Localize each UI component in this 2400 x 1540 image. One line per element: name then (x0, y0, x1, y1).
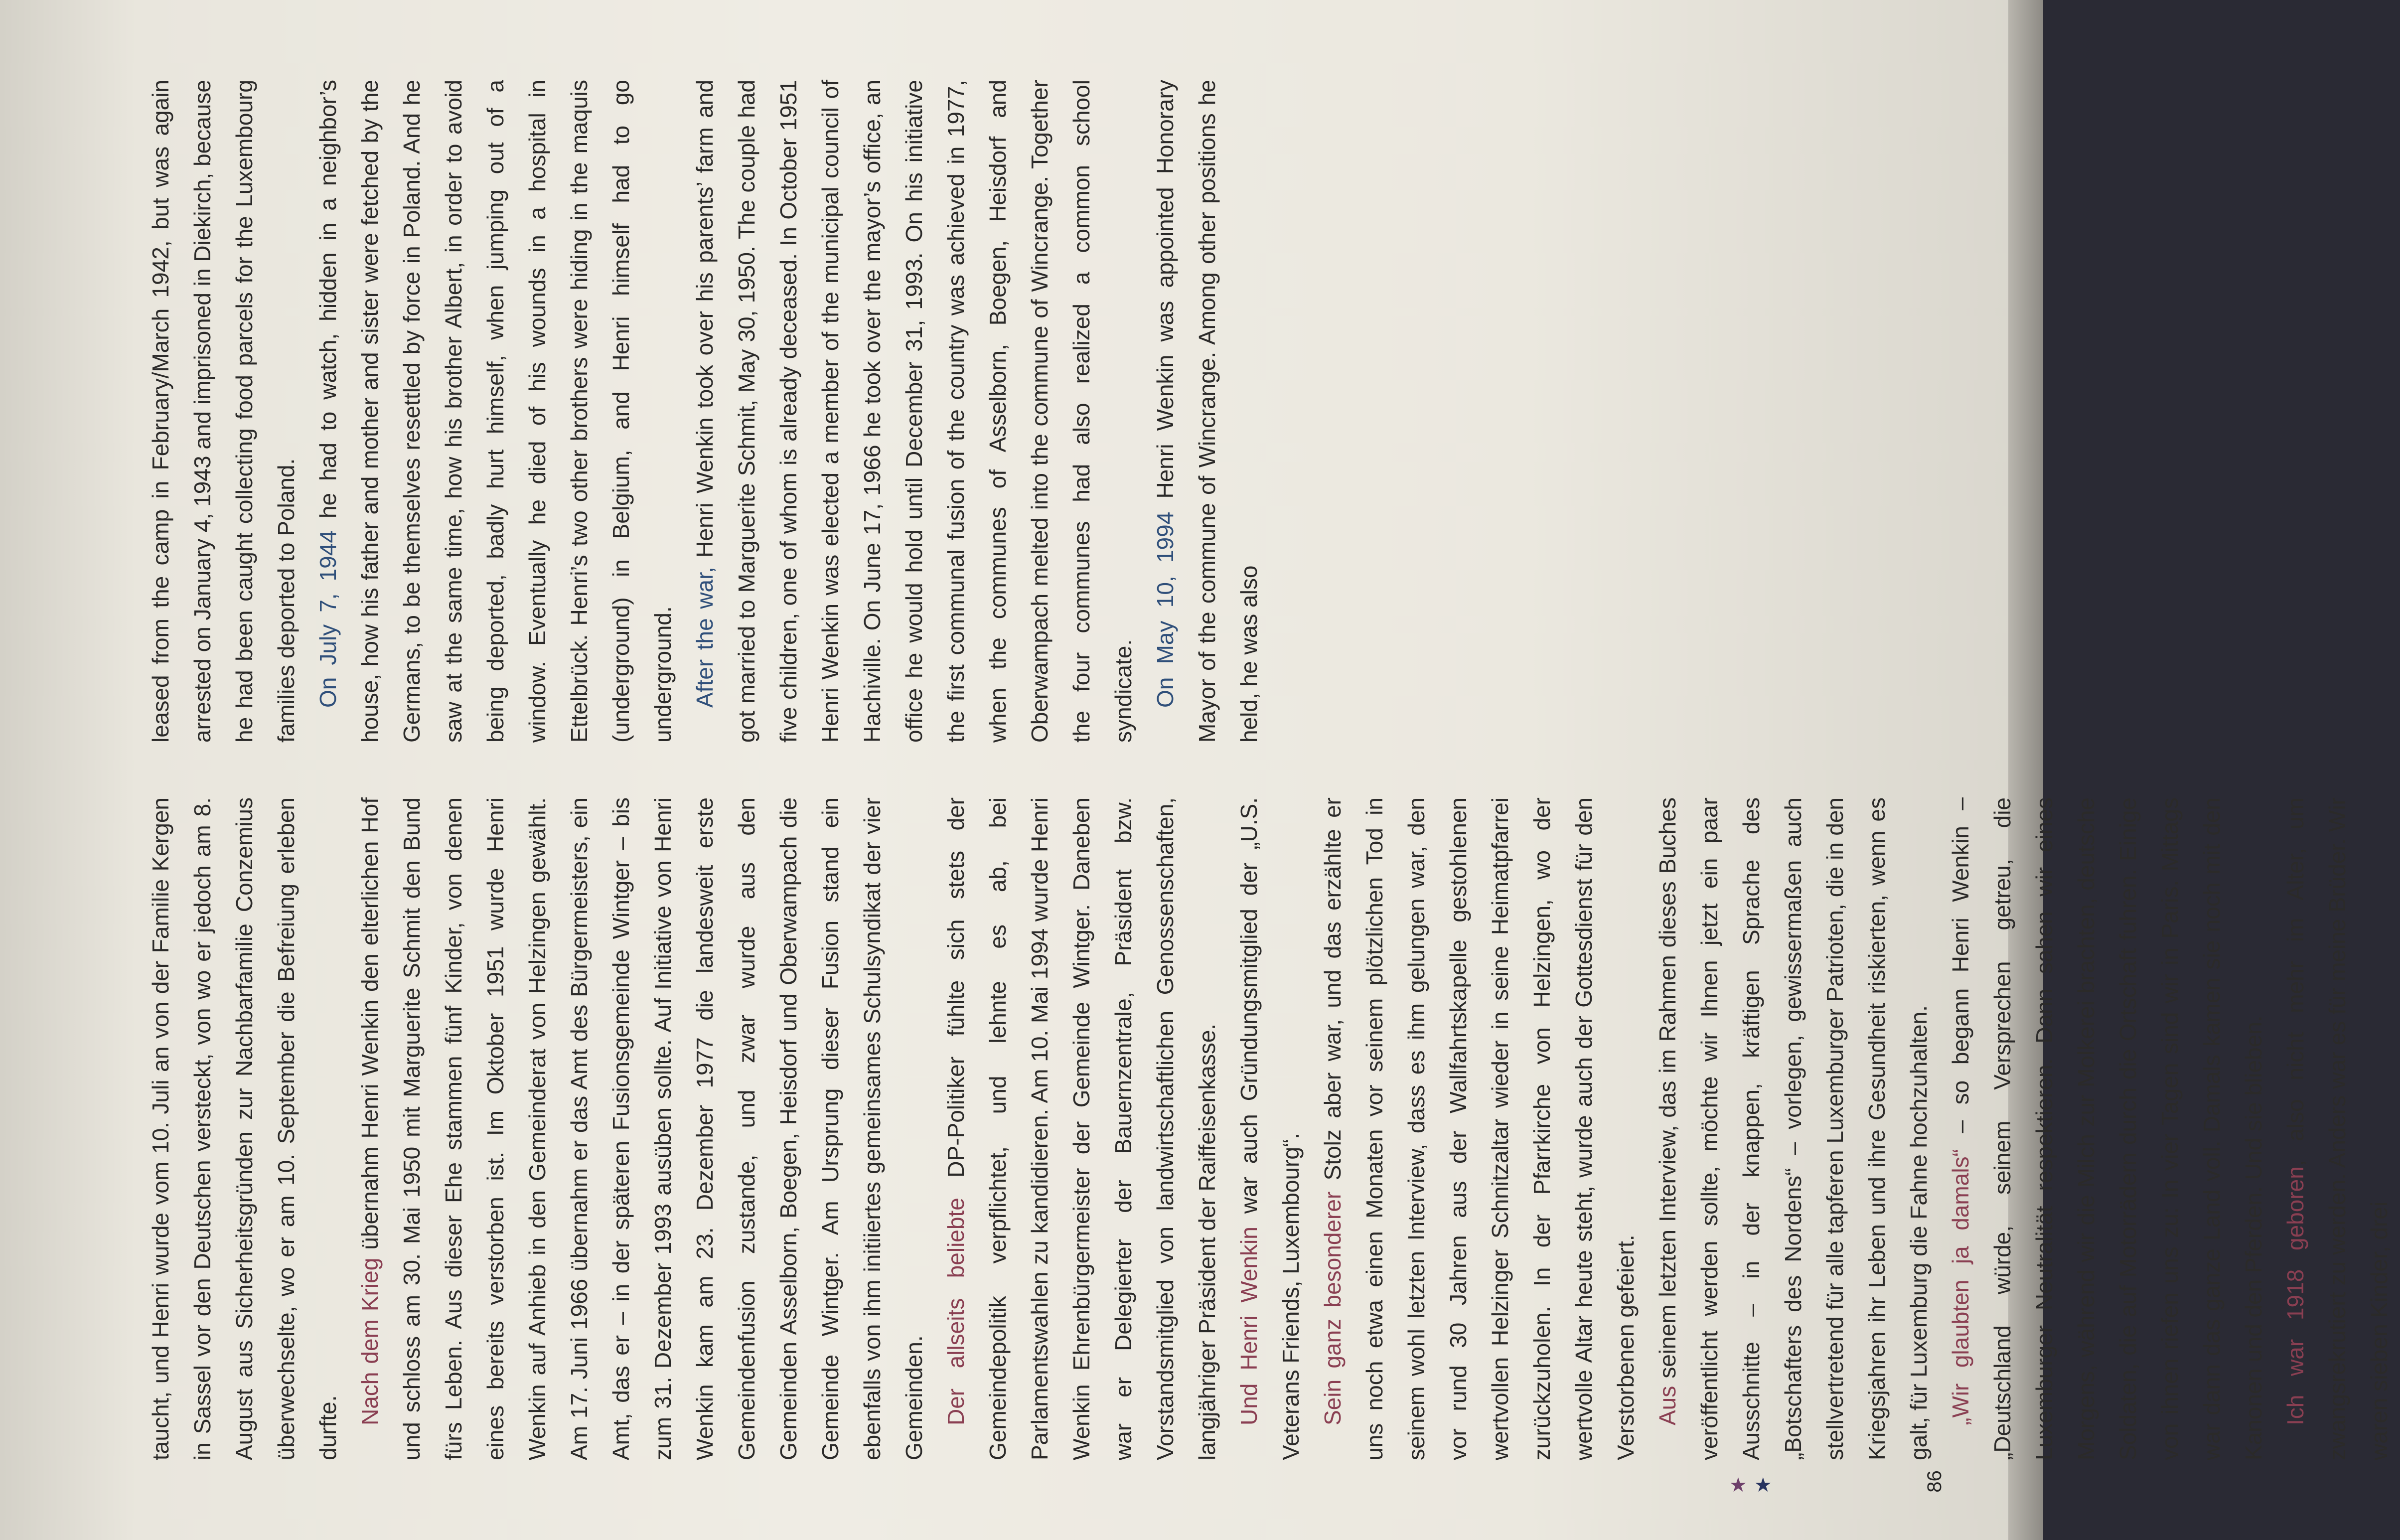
paragraph (1228, 797, 1312, 1460)
paragraph-lead-in: On May 10, 1994 (1152, 511, 1178, 708)
paragraph (1144, 80, 1270, 743)
paragraph-text: Stolz aber war, und das erzählte er uns noch etwa einen Monaten vor seinem plötzlichen Tod in seinem wohl letzten Interview, dass es ihm gelungen war, den vor rund 30 Jahren aus der Wallfahrtskapelle gestohlenen wertvollen Helzinger Schnitzaltar wieder in seine Heimatpfarrei zurückzuholen. In der Pfarrkirche von Helzingen, wo der wertvolle Altar heute steht, wurde auch der Gottesdienst für den Verstorbenen gefeiert. (1320, 797, 1639, 1460)
paragraph-text: – so begann Henri Wenkin – „Deutschland würde, seinem Versprechen getreu, die Luxemburger Neutralität respektieren. Dann sahen wir eines Morgens, während wir die Milch zur Molkerei brachten, deutsche Soldaten, die auf Motorrädern durch die Ortschaft fuhren. Einige von ihnen riefen uns zu: In vier Tagen sind wir in Paris. Mittags war dann das ganze Land voll. Damals kamen sie noch mit den Kanonen und den Pferden. Und sie blieben. (1948, 797, 2266, 1460)
paragraph-lead-in: Nach dem Krieg (357, 1257, 383, 1425)
paragraph-lead-in: After the war, (692, 567, 718, 708)
paragraph (1647, 797, 1940, 1460)
paragraph-lead-in: Ich war 1918 geboren (2282, 1166, 2308, 1425)
paragraph-text: taucht, und Henri wurde vom 10. Juli an von der Familie Kergen in Sassel vor den Deutschen versteckt, von wo er jedoch am 8. August aus Sicherheitsgründen zur Nachbarfamilie Conzemius überwechselte, wo er am 10. September die Befreiung erleben durfte. (148, 797, 341, 1460)
paragraph-lead-in: Und Henri Wenkin (1236, 1227, 1262, 1425)
paragraph (349, 797, 935, 1460)
paragraph-text: Henri Wenkin was appointed Honorary Mayor of the commune of Wincrange. Among other positions he held, he was also (1152, 79, 1262, 743)
english-column (140, 80, 1934, 743)
paragraph (140, 797, 349, 1460)
paragraph (1940, 797, 2274, 1460)
paragraph-lead-in: On July 7, 1944 (315, 530, 341, 708)
star-icon: ★ (1729, 1474, 1747, 1496)
rotated-text-block (140, 65, 2392, 1460)
paragraph-text: übernahm Henri Wenkin den elterlichen Hof und schloss am 30. Mai 1950 mit Marguerite Schmit den Bund fürs Leben. Aus dieser Ehe stammen fünf Kinder, von denen eines bereits verstorben ist. Im Oktober 1951 wurde Henri Wenkin auf Anhieb in den Gemeinderat von Helzingen gewählt. Am 17. Juni 1966 übernahm er das Amt des Bürgermeisters, ein Amt, das er – in der späteren Fusionsgemeinde Wintger – bis zum 31. Dezember 1993 ausüben sollte. Auf Initiative von Henri Wenkin kam am 23. Dezember 1977 die landesweit erste Gemeindenfusion zustande, und zwar wurde aus den Gemeinden Asselborn, Boegen, Heisdorf und Oberwampach die Gemeinde Wintger. Am Ursprung dieser Fusion stand ein ebenfalls von ihm initiiertes gemeinsames Schulsyndikat der vier Gemeinden. (357, 797, 927, 1460)
paragraph (2274, 797, 2400, 1460)
paragraph-lead-in: Sein ganz besonderer (1320, 1191, 1346, 1425)
decorative-stars (1729, 1475, 1772, 1495)
paragraph (684, 80, 1144, 743)
page-number: 86 (1923, 1470, 1946, 1493)
paragraph-text: leased from the camp in February/March 1942, but was again arrested on January 4, 1943 and imprisoned in Diekirch, because he had been caught collecting food parcels for the Luxembourg families deported to Poland. (148, 80, 299, 743)
paragraph-text: Henri Wenkin took over his parents’ farm and got married to Marguerite Schmit, May 30, 1950. The couple had five children, one of whom is already deceased. In October 1951 Henri Wenkin was elected a member of the municipal council of Hachiville. On June 17, 1966 he took over the mayor’s office, an office he would hold until December 31, 1993. On his initiative the first communal fusion of the country was achieved in 1977, when the communes of Asselborn, Boegen, Heisdorf and Oberwampach melted into the commune of Wincrange. Together the four communes had also realized a common school syndicate. (692, 80, 1136, 743)
paragraph-text: war auch Gründungsmitglied der „U.S. Veterans Friends, Luxembourg“. (1236, 797, 1304, 1460)
paragraph-lead-in: „Wir glaubten ja damals“ (1948, 1149, 1973, 1425)
paragraph-text: , also nicht mehr im Alter, um zwangsrekrutiert zu werden. Anders war es für meine Brüder. Wir waren sieben Kinder, drei (2282, 797, 2392, 1460)
paragraph-text: DP-Politiker fühlte sich stets der Gemeindepolitik verpflichtet, und lehnte es ab, bei Parlamentswahlen zu kandidieren. Am 10. Mai 1994 wurde Henri Wenkin Ehrenbürgermeister der Gemeinde Wintger. Daneben war er Delegierter der Bauernzentrale, Präsident bzw. Vorstandsmitglied von landwirtschaftlichen Genossenschaften, langjähriger Präsident der Raiffeisenkasse. (943, 797, 1220, 1460)
star-icon: ★ (1754, 1474, 1772, 1496)
paragraph (140, 80, 307, 743)
german-column (140, 797, 2392, 1460)
paragraph-text: he had to watch, hidden in a neighbor’s house, how his father and mother and sister were fetched by the Germans, to be themselves resettled by force in Poland. And he saw at the same time, how his brother Albert, in order to avoid being deported, badly hurt himself, when jumping out of a window. Eventually he died of his wounds in a hospital in Ettelbrück. Henri’s two other brothers were hiding in the maquis (underground) in Belgium, and Henri himself had to go underground. (315, 80, 676, 743)
paragraph (307, 80, 684, 743)
paragraph (935, 797, 1228, 1460)
paragraph (1312, 797, 1647, 1460)
paragraph-lead-in: Der allseits beliebte (943, 1198, 969, 1425)
paragraph-lead-in: Aus (1654, 1386, 1680, 1425)
paragraph-text: seinem letzten Interview, das im Rahmen dieses Buches veröffentlicht werden sollte, möchte wir Ihnen jetzt ein paar Ausschnitte – in der knappen, kräftigen Sprache des „Botschafters des Nordens“ – vorlegen, gewissermaßen auch stellvertretend für alle tapferen Luxemburger Patrioten, die in den Kriegsjahren ihr Leben und ihre Gesundheit riskierten, wenn es galt, für Luxemburg die Fahne hochzuhalten. (1654, 797, 1932, 1460)
